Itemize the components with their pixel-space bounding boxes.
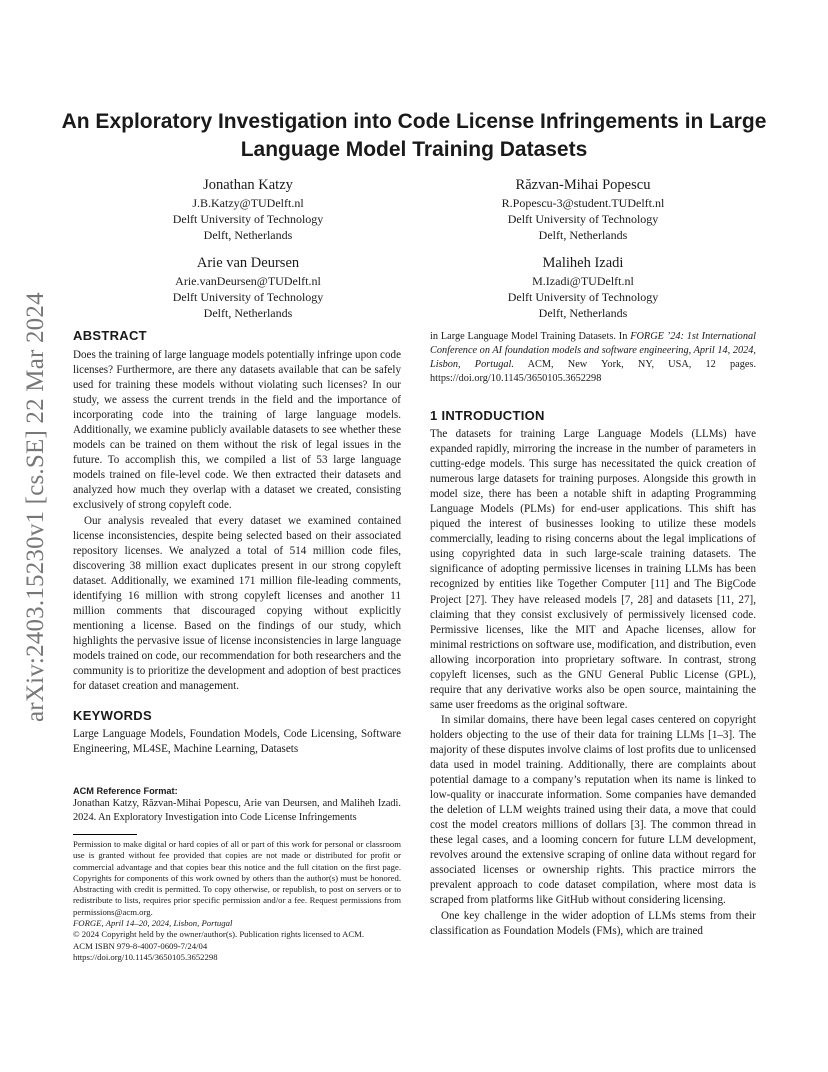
abstract-paragraph: Our analysis revealed that every dataset we examined contained license inconsistencies, despite being selected based on their associated repository licenses. We analyzed a total of 514 million code files, discovering 38 million exact duplicates present in our strong copyleft dataset. Additionally, we examined 171 million file-leading comments, identifying 16 million with strong copyleft licenses and another 11 million comments that discouraged copying without explicitly mentioning a license. Based on the findings of our study, which highlights the pervasive issue of license inconsistencies in large language models trained on code, our recommendation for both researchers and the community is to prioritize the development and adoption of best practices for dataset creation and management. — [73, 514, 401, 693]
permission-notice: Permission to make digital or hard copies of all or part of this work for personal or classroom use is granted without fee provided that copies are not made or distributed for profit or commercial advantage and that copies bear this notice and the full citation on the first page. Copyrights for components of this work owned by others than the author(s) must be honored. Abstracting with credit is permitted. To copy otherwise, or republish, to post on servers or to redistribute to lists, requires prior specific permission and/or a fee. Request permissions from permissions@acm.org. — [73, 839, 401, 917]
venue-line: FORGE, April 14–20, 2024, Lisbon, Portugal — [73, 918, 233, 929]
author-affiliation: Delft University of Technology — [172, 290, 324, 304]
isbn-line: ACM ISBN 979-8-4007-0609-7/24/04 — [73, 940, 208, 951]
author-block — [118, 176, 378, 243]
author-name: Răzvan-Mihai Popescu — [515, 177, 651, 193]
author-location: Delft, Netherlands — [538, 306, 628, 320]
author-name: Jonathan Katzy — [203, 177, 293, 193]
intro-paragraph: The datasets for training Large Language Models (LLMs) have expanded rapidly, mirroring the increase in the number of parameters in cutting-edge models. This surge has necessitated the quick creation of numerous large datasets for training purposes. Alongside this growth in model size, there has been a notable shift in adapting Programming Language Models (PLMs) for end-user applications. This shift has piqued the interest of businesses looking to utilize these models commercially, leading to rising concerns about the legal implications of using copyrighted data in such large-scale training datasets. The significance of adopting permissive licenses in training LLMs has been recognized by entities like Together Computer [11] and The BigCode Project [27]. They have released models [7, 28] and datasets [11, 27], claiming that they consist exclusively of permissively licensed code. Permissive licenses, like the MIT and Apache licenses, allow for minimal restrictions on software use, modification, and distribution, even allowing incorporation into proprietary software. In contrast, strong copyleft licenses, such as the GNU General Public License (GPL), require that any derivative works also be open source, maintaining the same user freedoms as the original software. — [430, 428, 756, 711]
ref-plain: in Large Language Model Training Datasets. In — [430, 331, 631, 342]
introduction-heading: 1 INTRODUCTION — [430, 408, 545, 423]
author-affiliation: Delft University of Technology — [507, 212, 659, 226]
abstract-heading: ABSTRACT — [73, 328, 147, 343]
abstract-body — [73, 348, 401, 694]
keywords-heading: KEYWORDS — [73, 708, 152, 724]
author-block — [453, 254, 713, 321]
author-block — [118, 254, 378, 321]
ref-tail: ACM, New York, NY, USA, 12 pages. https://doi.org/10.1145/3650105.3652298 — [430, 359, 757, 384]
introduction-body — [430, 427, 756, 939]
author-location: Delft, Netherlands — [203, 228, 293, 242]
author-email[interactable]: R.Popescu-3@student.TUDelft.nl — [501, 196, 665, 210]
author-name: Maliheh Izadi — [542, 255, 624, 271]
author-email[interactable]: J.B.Katzy@TUDelft.nl — [192, 196, 304, 210]
author-email[interactable]: Arie.vanDeursen@TUDelft.nl — [175, 274, 321, 288]
abstract-paragraph: Does the training of large language models potentially infringe upon code licenses? Furthermore, are there any datasets available that can be safely used for training these models without violating such licenses? In our study, we assess the current trends in the field and the importance of incorporating code into the training of large language models. Additionally, we examine publicly available datasets to see whether these models can be trained on them without the risk of legal issues in the future. To accomplish this, we compiled a list of 53 large language models trained on file-level code. We then extracted their datasets and analyzed how much they overlap with a dataset we created, consisting exclusively of strong copyleft code. — [73, 349, 401, 512]
author-location: Delft, Netherlands — [203, 306, 293, 320]
footnote-rule — [73, 834, 137, 835]
reference-format — [73, 786, 401, 824]
footnote — [73, 834, 401, 963]
left-column — [73, 328, 401, 757]
author-name: Arie van Deursen — [196, 255, 300, 271]
right-column — [430, 330, 756, 939]
author-email[interactable]: M.Izadi@TUDelft.nl — [532, 274, 634, 288]
keywords-text: Large Language Models, Foundation Models, Code Licensing, Software Engineering, ML4SE, Machine Learning, Datasets — [73, 728, 401, 756]
ref-italic: FORGE ’24: 1st International Conference on AI foundation models and software engineering, April 14, 2024, Lisbon, Portugal. — [430, 331, 756, 370]
author-block — [453, 176, 713, 243]
author-location: Delft, Netherlands — [538, 228, 628, 242]
reference-format-continued — [430, 330, 756, 386]
arxiv-stamp: arXiv:2403.15230v1 [cs.SE] 22 Mar 2024 — [22, 292, 49, 722]
author-affiliation: Delft University of Technology — [507, 290, 659, 304]
reference-format-heading: ACM Reference Format: — [73, 786, 178, 796]
paper-title: An Exploratory Investigation into Code License Infringements in Large Language Model Training Datasets — [61, 110, 767, 161]
intro-paragraph: In similar domains, there have been legal cases centered on copyright holders objecting to the use of their data for training LLMs [1–3]. The majority of these disputes involve claims of lost profits due to unlicensed data used in model training. Additionally, there are complaints about potential damage to a company’s reputation when its name is linked to low-quality or inaccurate information. Some companies have demanded the deletion of LLM weights trained using their data, a move that could cost the model creators millions of dollars [3]. The common thread in these legal cases, and a looming concern for future LLM development, revolves around the extensive scraping of online data without regard for associated licenses or ownership rights. This practice mirrors the prevalent approach to code dataset compilation, where most data is scraped from platforms like GitHub without considering licensing. — [430, 713, 756, 907]
reference-format-text: Jonathan Katzy, Răzvan-Mihai Popescu, Arie van Deursen, and Maliheh Izadi. 2024. An Exploratory Investigation into Code License Infringements — [73, 798, 401, 823]
copyright-line: © 2024 Copyright held by the owner/author(s). Publication rights licensed to ACM. — [73, 929, 365, 940]
doi-link[interactable]: https://doi.org/10.1145/3650105.3652298 — [73, 951, 218, 962]
intro-paragraph: One key challenge in the wider adoption of LLMs stems from their classification as Foundation Models (FMs), which are trained — [430, 909, 756, 937]
author-affiliation: Delft University of Technology — [172, 212, 324, 226]
